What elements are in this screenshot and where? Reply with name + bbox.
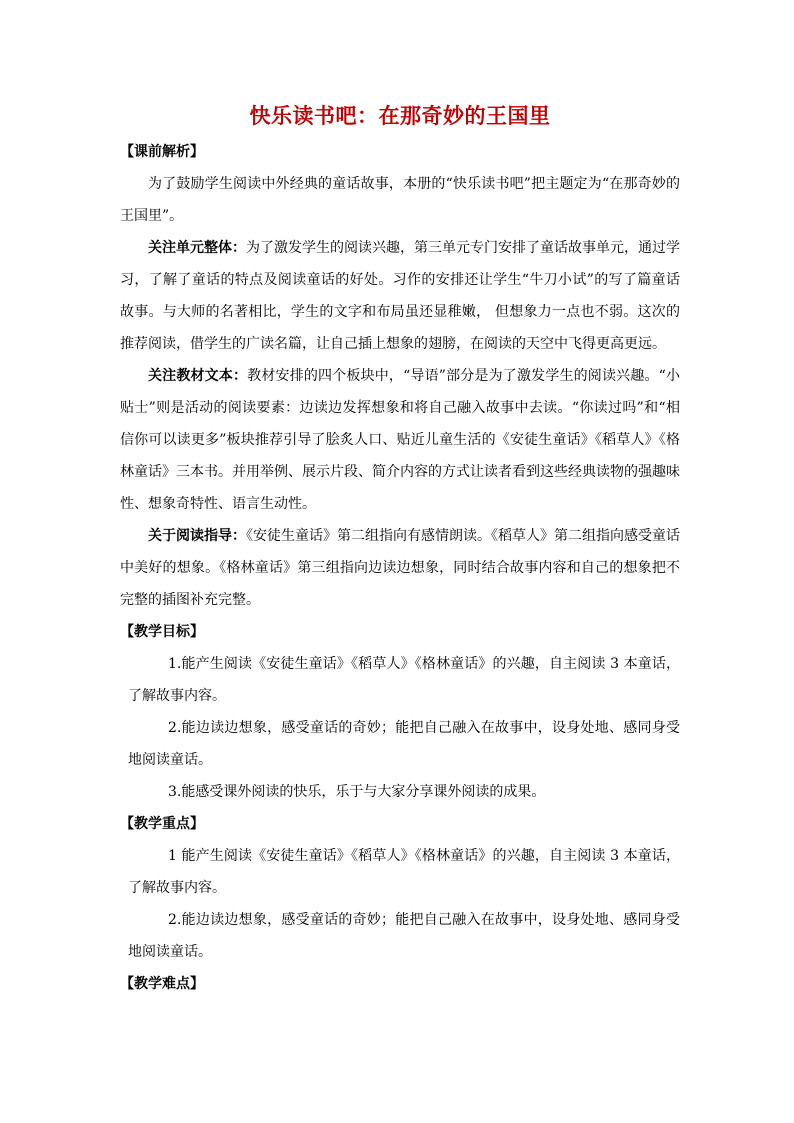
goal-item: 1.能产生阅读《安徒生童话》《稻草人》《格林童话》的兴趣，自主阅读 3 本童话，了解故事内容。 [128,656,680,704]
key-point-item: 1 能产生阅读《安徒生童话》《稻草人》《格林童话》的兴趣，自主阅读 3 本童话，了解故事内容。 [128,848,680,896]
reading-guide-text: 《安徒生童话》第二组指向有感情朗读。《稻草人》第二组指向感受童话中美好的想象。《格林童话》第三组指向边读边想象，同时结合故事内容和自己的想象把不完整的插图补充完整。 [120,528,680,608]
key-point-item: 2.能边读边想象，感受童话的奇妙；能把自己融入在故事中，设身处地、感同身受地阅读童话。 [128,912,680,960]
document-title: 快乐读书吧：在那奇妙的王国里 [249,104,551,128]
section-heading-goals: 【教学目标】 [120,624,204,640]
unit-overall-paragraph [120,232,680,360]
pre-analysis-intro: 为了鼓励学生阅读中外经典的童话故事，本册的“快乐读书吧”把主题定为“在那奇妙的王国里”。 [120,176,680,224]
unit-overall-text: 为了激发学生的阅读兴趣，第三单元专门安排了童话故事单元，通过学习，了解了童话的特点及阅读童话的好处。习作的安排还让学生“牛刀小试”的写了篇童话故事。与大师的名著相比，学生的文字和布局虽还显稚嫩， 但想象力一点也不弱。这次的推荐阅读，借学生的广读名篇，让自己插上想象的翅膀，在阅读的天空中飞得更高更远。 [120,240,680,352]
unit-overall-lead: 关注单元整体： [148,240,246,256]
goal-item: 2.能边读边想象，感受童话的奇妙；能把自己融入在故事中，设身处地、感同身受地阅读童话。 [128,720,680,768]
textbook-paragraph [120,360,680,520]
reading-guide-paragraph [120,520,680,616]
textbook-lead: 关注教材文本： [148,368,248,384]
section-heading-difficulties: 【教学难点】 [120,976,204,992]
reading-guide-lead: 关于阅读指导： [148,528,246,544]
document-page [120,96,680,1000]
section-heading-pre-analysis: 【课前解析】 [120,144,204,160]
goal-item: 3.能感受课外阅读的快乐，乐于与大家分享课外阅读的成果。 [168,784,546,800]
section-heading-key-points: 【教学重点】 [120,816,204,832]
textbook-text: 教材安排的四个板块中，“导语”部分是为了激发学生的阅读兴趣。“小贴士”则是活动的阅读要素：边读边发挥想象和将自己融入故事中去读。“你读过吗”和“相信你可以读更多”板块推荐引导了脍炙人口、贴近儿童生活的《安徒生童话》《稻草人》《格林童话》三本书。并用举例、展示片段、简介内容的方式让读者看到这些经典读物的强趣味性、想象奇特性、语言生动性。 [120,368,680,512]
